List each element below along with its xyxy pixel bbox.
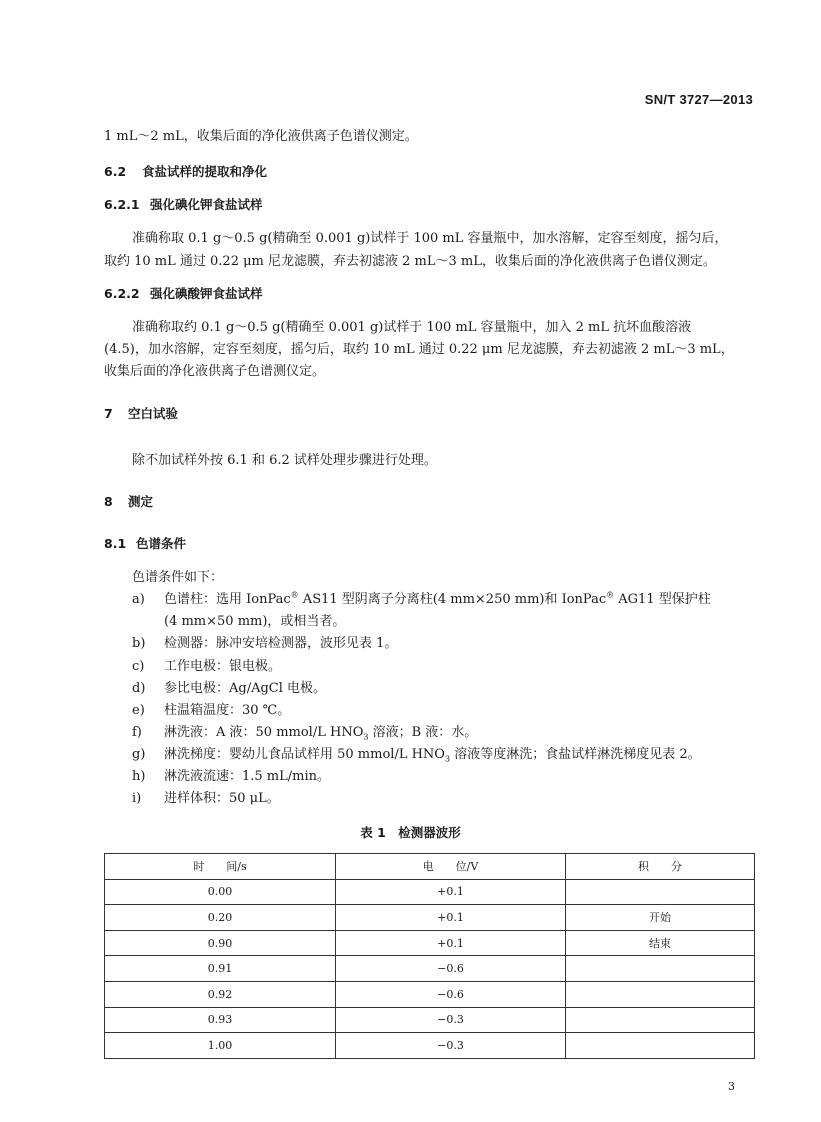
table-row — [105, 1033, 755, 1059]
section-title: 色谱条件 — [136, 536, 187, 551]
integration-cell — [566, 981, 755, 1007]
column-header-time: 时 间/s — [105, 854, 336, 880]
integration-cell: 开始 — [566, 905, 755, 931]
list-item-d-text: 参比电极：Ag/AgCl 电极。 — [164, 681, 327, 696]
list-item-e-text: 柱温箱温度：30 ℃。 — [164, 703, 291, 718]
table-row — [105, 956, 755, 982]
section-6-2-1-heading — [104, 196, 263, 214]
integration-cell — [566, 1033, 755, 1059]
section-title: 空白试验 — [128, 406, 179, 421]
list-item-g-label: g) — [132, 747, 146, 762]
section-number: 8 — [104, 494, 113, 509]
integration-cell — [566, 1007, 755, 1033]
detector-waveform-table — [104, 853, 755, 1059]
item-label: a) — [132, 592, 145, 607]
list-item-e-label: e) — [132, 703, 145, 718]
column-header-integration: 积 分 — [566, 854, 755, 880]
section-number: 6.2.2 — [104, 286, 140, 301]
section-number: 8.1 — [104, 536, 127, 551]
time-cell: 0.93 — [105, 1007, 336, 1033]
list-item-f-label: f) — [132, 725, 142, 740]
list-item-h-label: h) — [132, 769, 146, 784]
list-intro: 色谱条件如下： — [132, 570, 224, 585]
continuation-text: 1 mL～2 mL，收集后面的净化液供离子色谱仪测定。 — [104, 129, 418, 144]
time-cell: 0.90 — [105, 930, 336, 956]
list-item-g-text: 淋洗梯度：婴幼儿食品试样用 50 mmol/L $HNO_3$ 溶液等度淋洗；食盐试样淋洗梯度见表 2。 — [164, 747, 701, 764]
integration-cell — [566, 879, 755, 905]
section-number: 6.2 — [104, 164, 127, 179]
table-caption: 表 1 检测器波形 — [360, 825, 461, 840]
list-item-c-label: c) — [132, 659, 145, 674]
list-item-d-label: d) — [132, 681, 146, 696]
section-title: 强化碘化钾食盐试样 — [150, 197, 263, 212]
list-item-a — [132, 591, 145, 609]
table-header-row — [105, 854, 755, 880]
list-item-i-label: i) — [132, 791, 142, 806]
time-cell: 0.00 — [105, 879, 336, 905]
section-title: 测定 — [128, 494, 154, 509]
registered-mark: ® — [606, 590, 615, 600]
time-cell: 0.20 — [105, 905, 336, 931]
section-8-heading — [104, 493, 153, 511]
section-6-2-2-heading — [104, 285, 263, 303]
potential-cell: −0.6 — [336, 981, 566, 1007]
paragraph-line: 取约 10 mL 通过 0.22 μm 尼龙滤膜，弃去初滤液 2 mL～3 mL，收集后面的净化液供离子色谱仪测定。 — [104, 254, 716, 269]
paragraph-line: 除不加试样外按 6.1 和 6.2 试样处理步骤进行处理。 — [132, 453, 437, 468]
list-item-i-text: 进样体积：50 μL。 — [164, 791, 280, 806]
integration-cell: 结束 — [566, 930, 755, 956]
section-title: 食盐试样的提取和净化 — [142, 164, 268, 179]
section-number: 6.2.1 — [104, 197, 140, 212]
section-number: 7 — [104, 406, 113, 421]
list-item-b-text: 检测器：脉冲安培检测器，波形见表 1。 — [164, 636, 398, 651]
page-number: 3 — [728, 1080, 735, 1093]
list-item-c-text: 工作电极：银电极。 — [164, 659, 282, 674]
table-row — [105, 1007, 755, 1033]
list-item-h-text: 淋洗液流速：1.5 mL/min。 — [164, 769, 331, 784]
potential-cell: +0.1 — [336, 905, 566, 931]
table-row — [105, 879, 755, 905]
standard-id: SN/T 3727—2013 — [644, 92, 753, 107]
table-row — [105, 905, 755, 931]
potential-cell: +0.1 — [336, 879, 566, 905]
list-item-a-continuation: (4 mm×50 mm)，或相当者。 — [164, 614, 346, 629]
paragraph-line: 准确称取 0.1 g～0.5 g(精确至 0.001 g)试样于 100 mL 容量瓶中，加水溶解，定容至刻度，摇匀后， — [132, 231, 728, 246]
list-item-a-text: 色谱柱：选用 IonPac® AS11 型阴离子分离柱(4 mm×250 mm)和 IonPac® AG11 型保护柱 — [164, 590, 711, 607]
section-8-1-heading — [104, 535, 186, 553]
list-item-f-text: 淋洗液：A 液：50 mmol/L $HNO_3$ 溶液；B 液：水。 — [164, 725, 478, 742]
potential-cell: +0.1 — [336, 930, 566, 956]
potential-cell: −0.6 — [336, 956, 566, 982]
table-row — [105, 981, 755, 1007]
item-label: b) — [132, 636, 146, 651]
section-6-2-heading — [104, 163, 267, 181]
integration-cell — [566, 956, 755, 982]
potential-cell: −0.3 — [336, 1033, 566, 1059]
time-cell: 1.00 — [105, 1033, 336, 1059]
time-cell: 0.91 — [105, 956, 336, 982]
registered-mark: ® — [290, 590, 299, 600]
section-title: 强化碘酸钾食盐试样 — [150, 286, 263, 301]
paragraph-line: (4.5)，加水溶解，定容至刻度，摇匀后，取约 10 mL 通过 0.22 μm 尼龙滤膜，弃去初滤液 2 mL～3 mL， — [104, 342, 734, 357]
potential-cell: −0.3 — [336, 1007, 566, 1033]
time-cell: 0.92 — [105, 981, 336, 1007]
section-7-heading — [104, 405, 178, 423]
table-row — [105, 930, 755, 956]
paragraph-line: 准确称取约 0.1 g～0.5 g(精确至 0.001 g)试样于 100 mL 容量瓶中，加入 2 mL 抗坏血酸溶液 — [132, 320, 692, 335]
column-header-potential: 电 位/V — [336, 854, 566, 880]
paragraph-line: 收集后面的净化液供离子色谱测仪定。 — [104, 364, 326, 379]
